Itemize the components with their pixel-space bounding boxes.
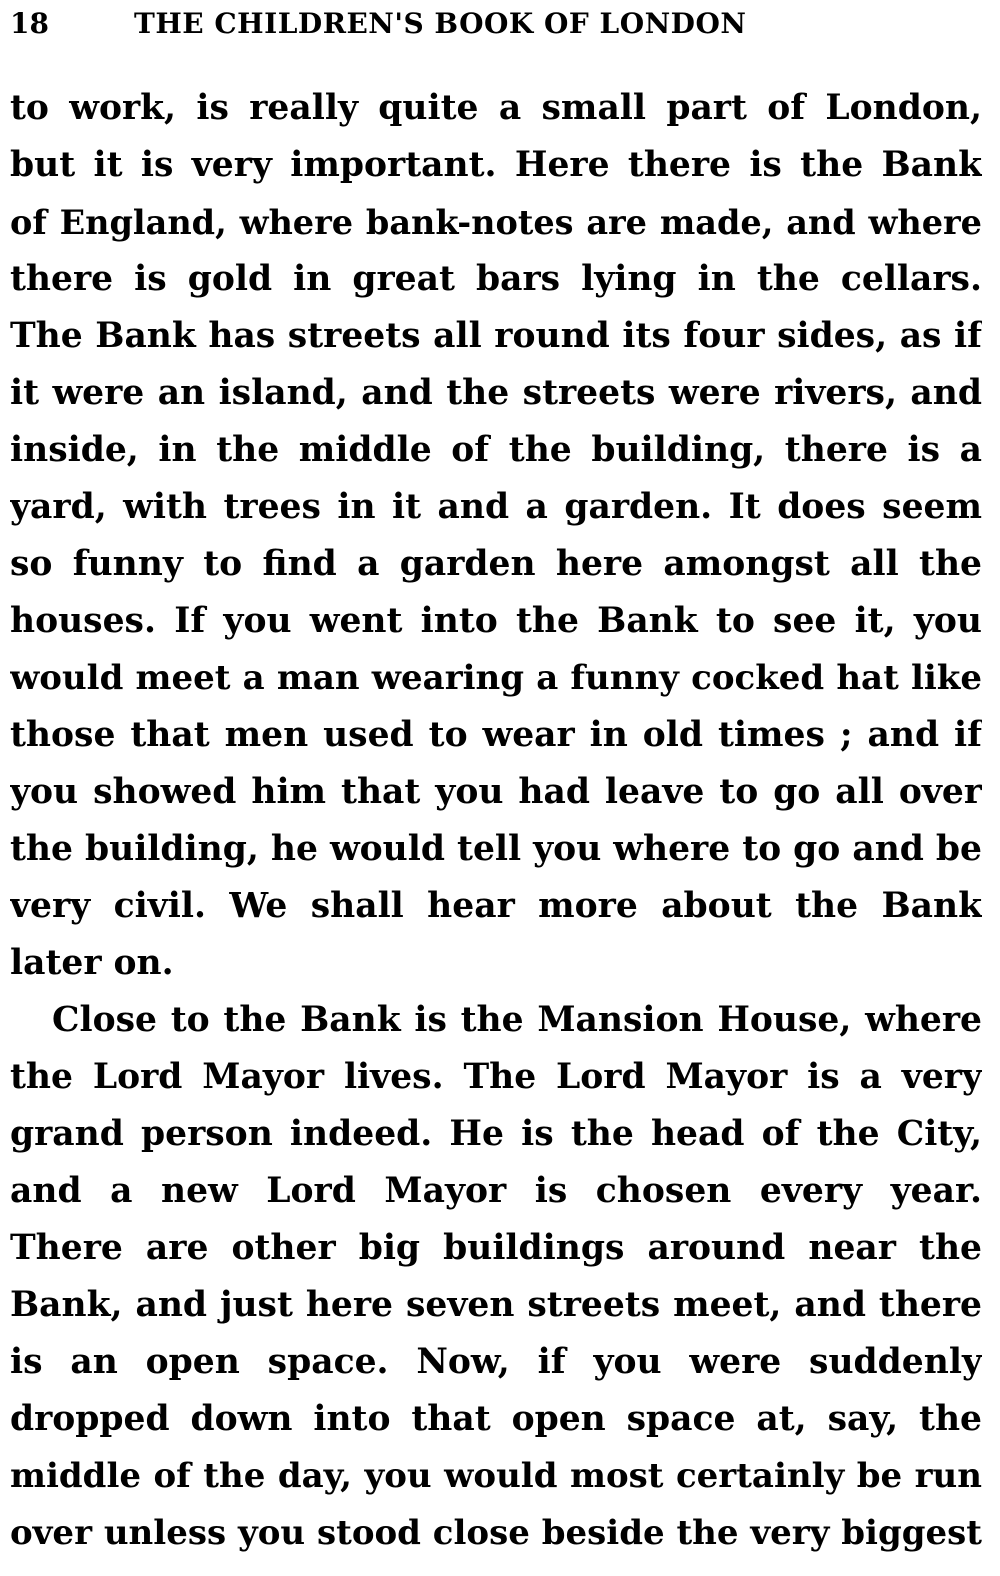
running-head	[10, 2, 982, 46]
text-line: over unless you stood close beside the very biggest	[10, 1513, 982, 1553]
text-line: is an open space. Now, if you were suddenly	[10, 1342, 982, 1382]
text-line: inside, in the middle of the building, there is a	[10, 430, 982, 470]
text-line: houses. If you went into the Bank to see it, you	[10, 601, 982, 641]
book-title: THE CHILDREN'S BOOK OF LONDON	[134, 7, 747, 40]
text-line: the Lord Mayor lives. The Lord Mayor is a very	[10, 1057, 982, 1097]
text-line: the building, he would tell you where to go and be	[10, 829, 982, 869]
text-line: dropped down into that open space at, say, the	[10, 1399, 982, 1439]
text-line: grand person indeed. He is the head of the City,	[10, 1114, 982, 1154]
text-line: and a new Lord Mayor is chosen every year.	[10, 1171, 982, 1211]
text-line: There are other big buildings around near the	[10, 1228, 982, 1268]
text-line: The Bank has streets all round its four sides, as if	[10, 316, 982, 356]
page-number: 18	[10, 7, 49, 40]
text-line: it were an island, and the streets were rivers, and	[10, 373, 982, 413]
text-line: those that men used to wear in old times ; and if	[10, 715, 982, 755]
text-line: yard, with trees in it and a garden. It does seem	[10, 487, 982, 527]
text-line: there is gold in great bars lying in the cellars.	[10, 259, 982, 299]
text-line: Close to the Bank is the Mansion House, where	[52, 1000, 982, 1040]
text-line: to work, is really quite a small part of London,	[10, 88, 982, 128]
text-line: but it is very important. Here there is the Bank	[10, 145, 982, 185]
text-line: later on.	[10, 943, 174, 983]
book-page	[10, 0, 982, 1576]
text-line: Bank, and just here seven streets meet, and there	[10, 1285, 982, 1325]
text-line: of England, where bank-notes are made, and where	[10, 203, 982, 242]
text-line: would meet a man wearing a funny cocked hat like	[10, 658, 982, 698]
text-line: you showed him that you had leave to go all over	[10, 772, 982, 812]
body-text	[10, 80, 982, 1562]
text-line: middle of the day, you would most certainly be run	[10, 1456, 982, 1496]
text-line: very civil. We shall hear more about the Bank	[10, 886, 982, 926]
text-line: so funny to find a garden here amongst all the	[10, 544, 982, 584]
